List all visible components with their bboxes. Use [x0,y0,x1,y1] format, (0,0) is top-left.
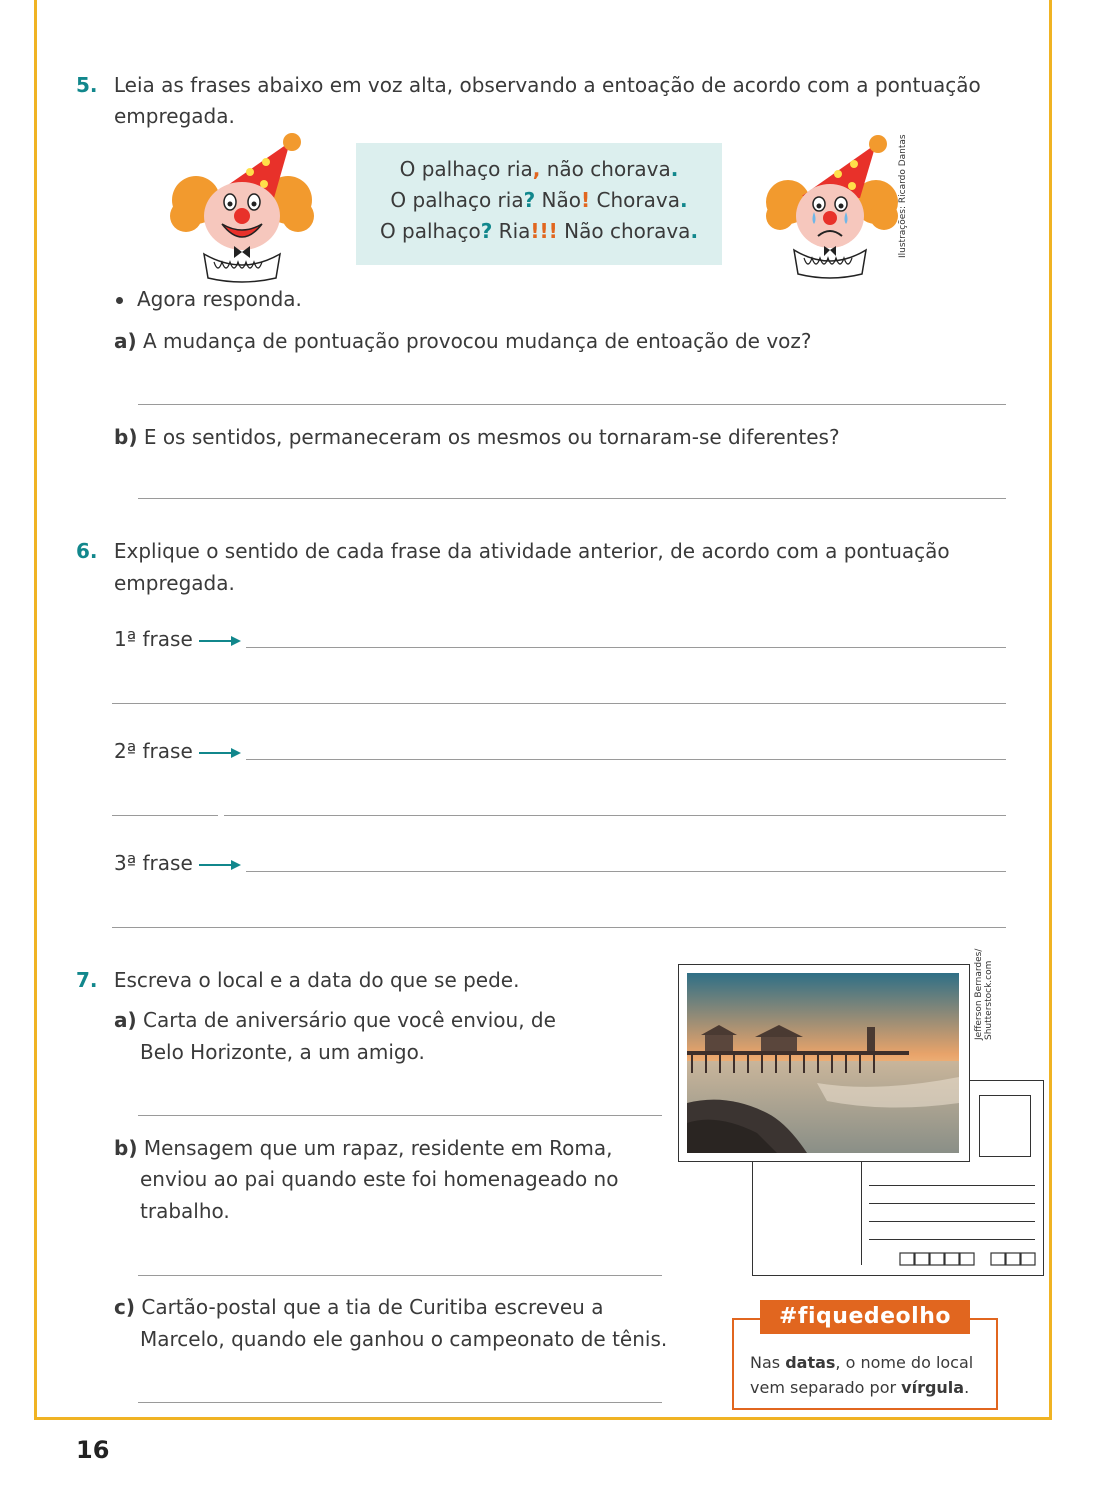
q5-bullet-text: Agora responda. [137,287,302,311]
tip-bold-virgula: vírgula [901,1378,965,1397]
q5-a [114,326,812,356]
tip-text-part: , o nome do local [835,1353,974,1372]
answer-line-5b[interactable] [138,498,1006,499]
frase-1-text: 1ª frase [114,627,193,651]
answer-line-6-3a[interactable] [246,871,1006,872]
q6-prompt-line2: empregada. [114,571,235,595]
phrase-2 [356,185,722,216]
answer-line-6-1a[interactable] [246,647,1006,648]
answer-line-6-3b[interactable] [112,927,1006,928]
tip-title: #fiquedeolho [760,1300,970,1334]
q5-b-text: E os sentidos, permaneceram os mesmos ou tornaram-se diferentes? [143,425,840,449]
q7-c-line1: Cartão-postal que a tia de Curitiba escreveu a [141,1295,604,1319]
q5-b-label: b) [114,425,138,449]
period-mark: . [679,188,688,212]
phrase-2-part: Chorava [590,188,680,212]
postal-code-boxes [899,1251,1039,1267]
question-mark: ? [480,219,493,243]
address-line [869,1221,1035,1222]
q5-a-label: a) [114,329,137,353]
answer-line-6-2c[interactable] [224,815,1006,816]
postcard-photo [678,964,970,1162]
answer-line-6-2a[interactable] [246,759,1006,760]
phrase-3-part: O palhaço [379,219,481,243]
postcard-divider [861,1161,862,1265]
photo-credit-line1: Jefferson Bernardes/ [974,948,984,1040]
happy-clown-illustration [164,128,324,284]
q6-prompt [76,536,1016,566]
period-mark: . [690,219,699,243]
q7-b-line2: enviou ao pai quando este foi homenageado no [140,1167,619,1191]
q7-prompt-text: Escreva o local e a data do que se pede. [113,968,520,992]
phrase-2-part: O palhaço ria [390,188,524,212]
sad-clown-illustration [764,132,900,280]
frase-2-label [114,736,241,766]
address-line [869,1239,1035,1240]
tip-text-part: vem separado por [750,1378,902,1397]
q7-b-label: b) [114,1136,138,1160]
answer-line-5a[interactable] [138,404,1006,405]
answer-line-7a[interactable] [138,1115,662,1116]
q6-prompt-line1: Explique o sentido de cada frase da atividade anterior, de acordo com a pontuação [113,539,950,563]
exclamation-mark: ! [581,188,591,212]
frase-3-text: 3ª frase [114,851,193,875]
q5-prompt-line1: Leia as frases abaixo em voz alta, observando a entoação de acordo com a pontuação [113,73,981,97]
arrow-right-icon [199,635,241,647]
arrow-right-icon [199,859,241,871]
q5-prompt-line2: empregada. [114,104,235,128]
q7-number: 7. [76,968,98,992]
phrase-3 [356,216,722,247]
q6-number: 6. [76,539,98,563]
q7-c [114,1292,603,1322]
q7-a-line1: Carta de aniversário que você enviou, de [143,1008,556,1032]
phrases-box [356,143,722,265]
phrase-2-part: Não [535,188,582,212]
bullet-icon [116,297,123,304]
photo-credit-line2: Shutterstock.com [984,960,994,1040]
q7-c-label: c) [114,1295,135,1319]
phrase-1 [356,154,722,185]
q7-a [114,1005,556,1035]
q7-a-line2: Belo Horizonte, a um amigo. [140,1040,425,1064]
exclamation-mark: !!! [530,219,558,243]
q7-b-line1: Mensagem que um rapaz, residente em Roma, [143,1136,613,1160]
q5-prompt [76,70,1016,100]
tip-text-part: . [964,1378,970,1397]
q5-b [114,422,840,452]
address-line [869,1203,1035,1204]
q5-number: 5. [76,73,98,97]
q7-b [114,1133,613,1163]
q7-prompt [76,965,519,995]
pier-photo [687,973,959,1153]
q7-b-line3: trabalho. [140,1199,230,1223]
frase-2-text: 2ª frase [114,739,193,763]
frase-1-label [114,624,241,654]
answer-line-7b[interactable] [138,1275,662,1276]
q7-c-line2: Marcelo, quando ele ganhou o campeonato de tênis. [140,1327,668,1351]
tip-text [750,1350,973,1400]
arrow-right-icon [199,747,241,759]
question-mark: ? [523,188,536,212]
phrase-3-part: Não chorava [557,219,691,243]
tip-text-part: Nas [750,1353,786,1372]
frase-3-label [114,848,241,878]
page-number: 16 [76,1436,110,1464]
answer-line-6-1b[interactable] [112,703,1006,704]
tip-bold-datas: datas [785,1353,836,1372]
phrase-1-part: O palhaço ria [399,157,533,181]
period-mark: . [670,157,679,181]
comma-mark: , [532,157,541,181]
q5-bullet [116,284,302,314]
phrase-1-part: não chorava [540,157,671,181]
q7-a-label: a) [114,1008,137,1032]
answer-line-7c[interactable] [138,1402,662,1403]
stamp-box [979,1095,1031,1157]
answer-line-6-2b[interactable] [112,815,218,816]
illustration-credit: Ilustrações: Ricardo Dantas [898,134,908,258]
photo-credit [974,949,994,1040]
q5-a-text: A mudança de pontuação provocou mudança de entoação de voz? [143,329,812,353]
address-line [869,1185,1035,1186]
phrase-3-part: Ria [492,219,531,243]
